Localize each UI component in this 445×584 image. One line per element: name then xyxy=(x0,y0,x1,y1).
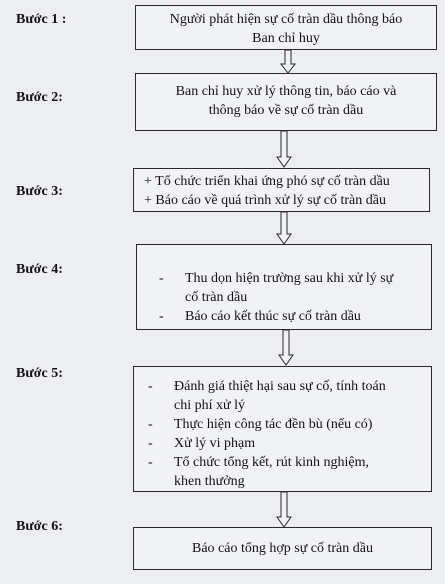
flow-arrow-4 xyxy=(278,330,294,354)
step-3-box xyxy=(133,168,430,212)
step-5-item xyxy=(148,434,431,453)
step-4-item xyxy=(159,269,431,307)
step-5-item-4-line-2: khen thưởng xyxy=(174,474,245,489)
step-2-box xyxy=(135,73,437,131)
step-1-label: Bước 1 : xyxy=(16,12,67,27)
step-4-item-2-line-1: Báo cáo kết thúc sự cố tràn dầu xyxy=(185,309,361,324)
bullet-dash: - xyxy=(159,309,164,324)
step-6-box xyxy=(133,527,432,570)
step-4-box xyxy=(136,244,432,330)
step-5-item-2-line-1: Thực hiện công tác đền bù (nếu có) xyxy=(174,417,373,432)
step-5-item xyxy=(148,415,431,434)
bullet-dash: - xyxy=(148,436,153,451)
step-1-box xyxy=(135,5,437,50)
step-5-box xyxy=(133,366,432,492)
step-1-line-1: Người phát hiện sự cố tràn dầu thông báo xyxy=(169,12,403,27)
step-4-item xyxy=(159,307,431,326)
step-6-line-1: Báo cáo tổng hợp sự cố tràn dầu xyxy=(191,541,373,556)
flow-arrow-2 xyxy=(276,131,292,155)
step-5-label: Bước 5: xyxy=(16,366,63,381)
bullet-dash: - xyxy=(148,455,153,470)
step-5-item-3-line-1: Xử lý vi phạm xyxy=(174,436,256,451)
bullet-dash: - xyxy=(148,417,153,432)
step-3-line-2: + Báo cáo về quá trình xử lý sự cố tràn dầu xyxy=(144,193,386,208)
step-5-item-1-line-2: chi phí xử lý xyxy=(174,398,245,413)
step-2-label: Bước 2: xyxy=(16,90,63,105)
step-3-line-1: + Tổ chức triển khai ứng phó sự cố tràn dầu xyxy=(144,174,390,189)
step-6-label: Bước 6: xyxy=(16,519,63,534)
step-5-item-4-line-1: Tổ chức tổng kết, rút kinh nghiệm, xyxy=(174,455,369,470)
bullet-dash: - xyxy=(159,271,164,286)
step-4-item-1-line-2: cố tràn dầu xyxy=(185,290,248,305)
bullet-dash: - xyxy=(148,379,153,394)
step-2-line-1: Ban chỉ huy xử lý thông tin, báo cáo và xyxy=(175,84,397,99)
flow-arrow-5 xyxy=(276,492,292,516)
flow-arrow-3 xyxy=(276,212,292,236)
step-4-label: Bước 4: xyxy=(16,262,63,277)
step-5-item-1-line-1: Đánh giá thiệt hại sau sự cố, tính toán xyxy=(174,379,386,394)
step-2-line-2: thông báo về sự cố tràn dầu xyxy=(208,103,364,118)
step-5-item xyxy=(148,453,431,491)
step-1-line-2: Ban chỉ huy xyxy=(252,31,320,46)
step-5-item xyxy=(148,377,431,415)
flow-arrow-1 xyxy=(280,50,296,74)
step-3-label: Bước 3: xyxy=(16,184,63,199)
step-4-item-1-line-1: Thu dọn hiện trường sau khi xử lý sự xyxy=(185,271,394,286)
